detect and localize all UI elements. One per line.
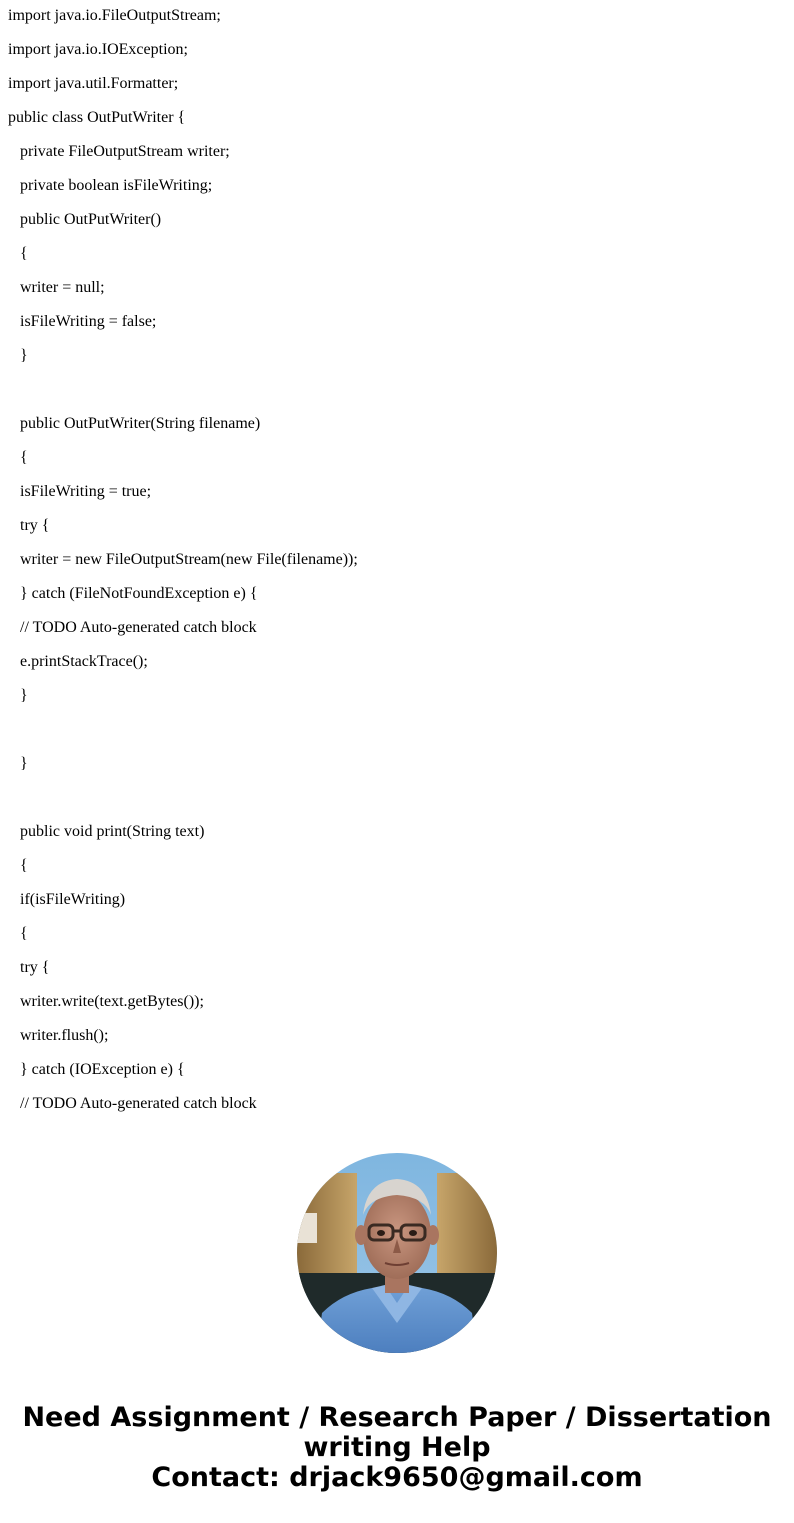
code-line: writer = new FileOutputStream(new File(filename)); <box>20 551 358 568</box>
code-line: } catch (IOException e) { <box>20 1061 185 1078</box>
code-line: import java.util.Formatter; <box>8 75 179 92</box>
code-line: public void print(String text) <box>20 823 205 840</box>
footer-headline: Need Assignment / Research Paper / Dissertation <box>22 1402 772 1433</box>
code-line: public class OutPutWriter { <box>8 109 186 126</box>
contact-banner <box>0 1403 794 1493</box>
code-line: } <box>20 755 28 772</box>
code-line: import java.io.FileOutputStream; <box>8 7 221 24</box>
code-line: public OutPutWriter(String filename) <box>20 415 261 432</box>
code-line: public OutPutWriter() <box>20 211 162 228</box>
code-line: try { <box>20 517 50 534</box>
code-line: writer = null; <box>20 279 105 296</box>
footer-contact: Contact: drjack9650@gmail.com <box>151 1462 643 1493</box>
code-line: import java.io.IOException; <box>8 41 188 58</box>
code-line: // TODO Auto-generated catch block <box>20 1095 257 1112</box>
code-line: { <box>20 857 28 874</box>
code-line: } catch (FileNotFoundException e) { <box>20 585 258 602</box>
code-line: writer.write(text.getBytes()); <box>20 993 204 1010</box>
code-line: isFileWriting = false; <box>20 313 157 330</box>
code-line: private boolean isFileWriting; <box>20 177 213 194</box>
avatar <box>297 1153 497 1353</box>
code-line: { <box>20 449 28 466</box>
code-line: if(isFileWriting) <box>20 891 126 908</box>
code-line: writer.flush(); <box>20 1027 109 1044</box>
portrait-photo-icon <box>297 1153 497 1353</box>
code-line: e.printStackTrace(); <box>20 653 148 670</box>
code-line: } <box>20 347 28 364</box>
code-line: } <box>20 687 28 704</box>
code-line: { <box>20 925 28 942</box>
footer-subheadline: writing Help <box>303 1432 491 1463</box>
code-line: isFileWriting = true; <box>20 483 152 500</box>
code-line: // TODO Auto-generated catch block <box>20 619 257 636</box>
code-line: try { <box>20 959 50 976</box>
code-line: private FileOutputStream writer; <box>20 143 230 160</box>
code-line: { <box>20 245 28 262</box>
